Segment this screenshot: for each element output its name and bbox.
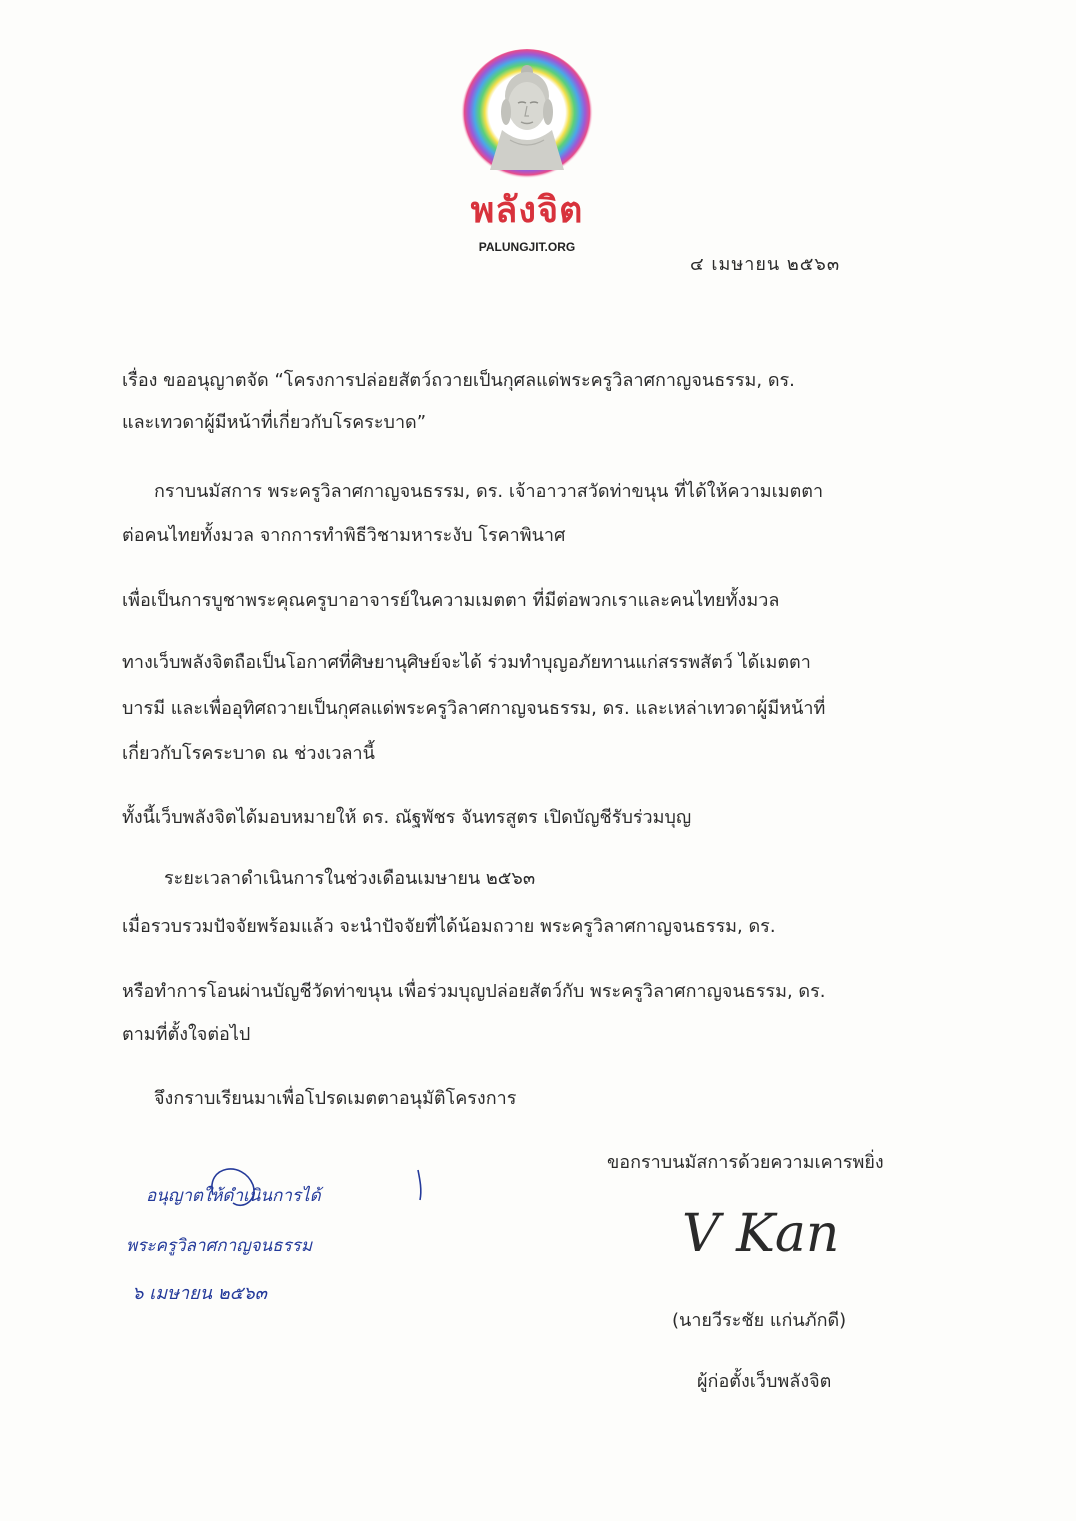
handwritten-approval-line-3: ๖ เมษายน ๒๕๖๓ <box>132 1283 267 1304</box>
paragraph-6-line-1: หรือทำการโอนผ่านบัญชีวัดท่าขนุน เพื่อร่วมบุญปล่อยสัตว์กับ พระครูวิลาศกาญจนธรรม, ดร. <box>122 981 826 1002</box>
signer-name: (นายวีระชัย แก่นภักดี) <box>672 1310 847 1331</box>
palungjit-logo <box>452 48 602 254</box>
rainbow-buddha-icon <box>452 48 602 193</box>
handwritten-approval-line-2: พระครูวิลาศกาญจนธรรม <box>126 1236 313 1256</box>
paragraph-1-line-1: กราบนมัสการ พระครูวิลาศกาญจนธรรม, ดร. เจ้าอาวาสวัดท่าขนุน ที่ได้ให้ความเมตตา <box>154 481 824 502</box>
paragraph-3-line-2: บารมี และเพื่ออุทิศถวายเป็นกุศลแด่พระครูวิลาศกาญจนธรรม, ดร. และเหล่าเทวดาผู้มีหน้าที่ <box>122 698 826 719</box>
subject-line-2: และเทวดาผู้มีหน้าที่เกี่ยวกับโรคระบาด” <box>122 412 427 433</box>
paragraph-3-line-1: ทางเว็บพลังจิตถือเป็นโอกาศที่ศิษยานุศิษย์จะได้ ร่วมทำบุญอภัยทานแก่สรรพสัตว์ ได้เมตตา <box>122 652 811 673</box>
logo-site-name: PALUNGJIT.ORG <box>478 240 576 254</box>
paragraph-3-line-3: เกี่ยวกับโรคระบาด ณ ช่วงเวลานี้ <box>122 743 375 764</box>
paragraph-2: เพื่อเป็นการบูชาพระคุณครูบาอาจารย์ในความเมตตา ที่มีต่อพวกเราและคนไทยทั้งมวล <box>122 590 780 611</box>
paragraph-1-line-2: ต่อคนไทยทั้งมวล จากการทำพิธีวิชามหาระงับ โรคาพินาศ <box>122 525 566 546</box>
handwritten-approval-line-1: อนุญาตให้ดำเนินการได้ <box>146 1186 321 1206</box>
paragraph-4: ทั้งนี้เว็บพลังจิตได้มอบหมายให้ ดร. ณัฐพัชร จันทรสูตร เปิดบัญชีรับร่วมบุญ <box>122 807 692 828</box>
letter-date: ๔ เมษายน ๒๕๖๓ <box>690 254 841 275</box>
signature: V Kan <box>682 1204 840 1264</box>
logo-thai-name: พลังจิต <box>470 190 584 231</box>
paragraph-5-line-2: เมื่อรวบรวมปัจจัยพร้อมแล้ว จะนำปัจจัยที่ได้น้อมถวาย พระครูวิลาศกาญจนธรรม, ดร. <box>122 916 776 937</box>
paragraph-7: จึงกราบเรียนมาเพื่อโปรดเมตตาอนุมัติโครงการ <box>154 1088 517 1109</box>
paragraph-6-line-2: ตามที่ตั้งใจต่อไป <box>122 1024 251 1045</box>
signer-title: ผู้ก่อตั้งเว็บพลังจิต <box>697 1371 832 1392</box>
closing-salutation: ขอกราบนมัสการด้วยความเคารพยิ่ง <box>607 1152 884 1173</box>
paragraph-5-line-1: ระยะเวลาดำเนินการในช่วงเดือนเมษายน ๒๕๖๓ <box>164 868 536 889</box>
subject-line-1: เรื่อง ขออนุญาตจัด “โครงการปล่อยสัตว์ถวายเป็นกุศลแด่พระครูวิลาศกาญจนธรรม, ดร. <box>122 370 795 391</box>
